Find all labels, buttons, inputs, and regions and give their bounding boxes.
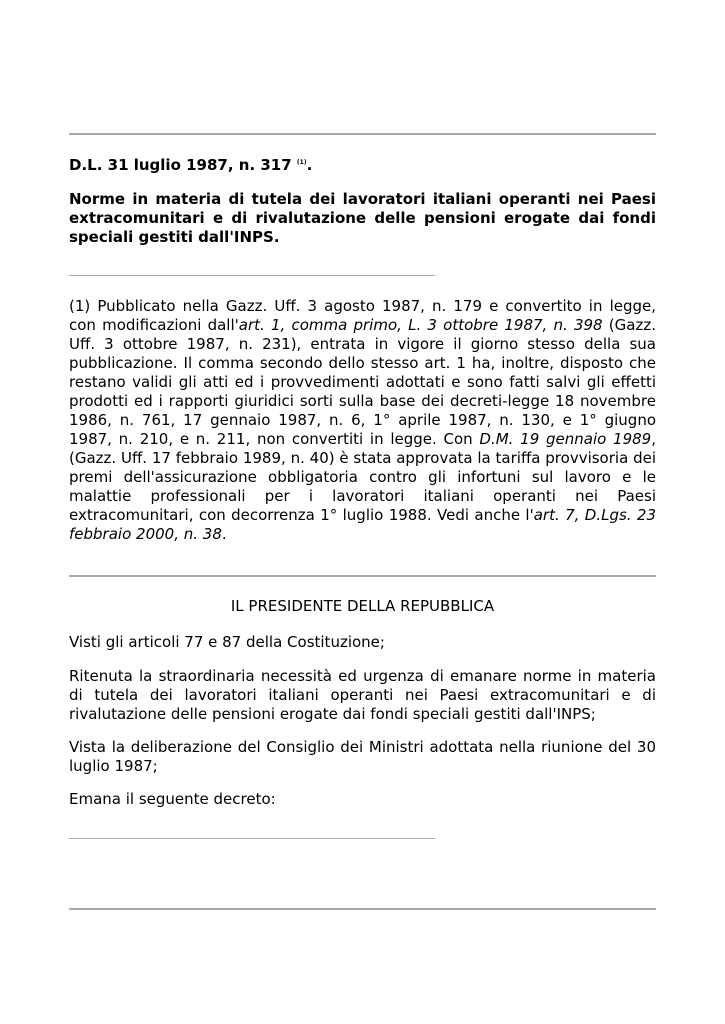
footnote-part-4: . bbox=[221, 525, 227, 543]
document-title bbox=[69, 153, 656, 175]
section-divider bbox=[69, 575, 656, 577]
document-title-text: D.L. 31 luglio 1987, n. 317 bbox=[69, 156, 292, 174]
footnote-part-2: (Gazz. Uff. 3 ottobre 1987, n. 231), entrata in vigore il giorno stesso della sua pubblicazione. Il comma secondo dello stesso art. 1 ha, inoltre, disposto che restano validi gli atti ed i provvedimenti adottati e sono fatti salvi gli effetti prodotti ed i rapporti giuridici sorti sulla base dei decreti-legge 18 novembre 1986, n. 761, 17 gennaio 1987, n. 6, 1° aprile 1987, n. 130, e 1° giugno 1987, n. 210, e n. 211, non convertiti in legge. Con bbox=[69, 316, 656, 448]
footnote-part-3: , (Gazz. Uff. 17 febbraio 1989, n. 40) è stata approvata la tariffa provvisoria dei premi dell'assicurazione obbligatoria contro gli infortuni sul lavoro e le malattie professionali per i lavoratori italiani operanti nei Paesi extracomunitari, con decorrenza 1° luglio 1988. Vedi anche l' bbox=[69, 430, 656, 524]
preamble-paragraph: Visti gli articoli 77 e 87 della Costituzione; bbox=[69, 633, 385, 651]
preamble-divider bbox=[69, 838, 435, 839]
footnote-link-decree[interactable]: D.M. 19 gennaio 1989 bbox=[479, 430, 652, 448]
document-title-period: . bbox=[306, 156, 313, 174]
document-subject: Norme in materia di tutela dei lavoratori italiani operanti nei Paesi extracomunitari e di rivalutazione delle pensioni erogate dai fondi speciali gestiti dall'INPS. bbox=[69, 190, 656, 246]
footnote-ref[interactable]: (1) bbox=[296, 159, 307, 166]
preamble-paragraph: Vista la deliberazione del Consiglio dei Ministri adottata nella riunione del 30 luglio 1987; bbox=[69, 738, 656, 775]
preamble-paragraph: Ritenuta la straordinaria necessità ed urgenza di emanare norme in materia di tutela dei lavoratori italiani operanti nei Paesi extracomunitari e di rivalutazione delle pensioni erogate dai fondi speciali gestiti dall'INPS; bbox=[69, 667, 656, 723]
preamble-heading: IL PRESIDENTE DELLA REPUBBLICA bbox=[230, 597, 495, 615]
bottom-divider bbox=[69, 908, 656, 910]
top-divider bbox=[69, 133, 656, 135]
preamble-paragraph: Emana il seguente decreto: bbox=[69, 790, 276, 808]
footnote-text bbox=[69, 297, 656, 544]
footnote-part-1: (1) Pubblicato nella Gazz. Uff. 3 agosto 1987, n. 179 e convertito in legge, con modificazioni dall' bbox=[69, 297, 656, 334]
footnote-link-dlgs[interactable]: art. 7, D.Lgs. 23 febbraio 2000, n. 38 bbox=[69, 506, 656, 543]
footnote-divider bbox=[69, 275, 435, 276]
footnote-link-law[interactable]: art. 1, comma primo, L. 3 ottobre 1987, n. 398 bbox=[238, 316, 603, 334]
